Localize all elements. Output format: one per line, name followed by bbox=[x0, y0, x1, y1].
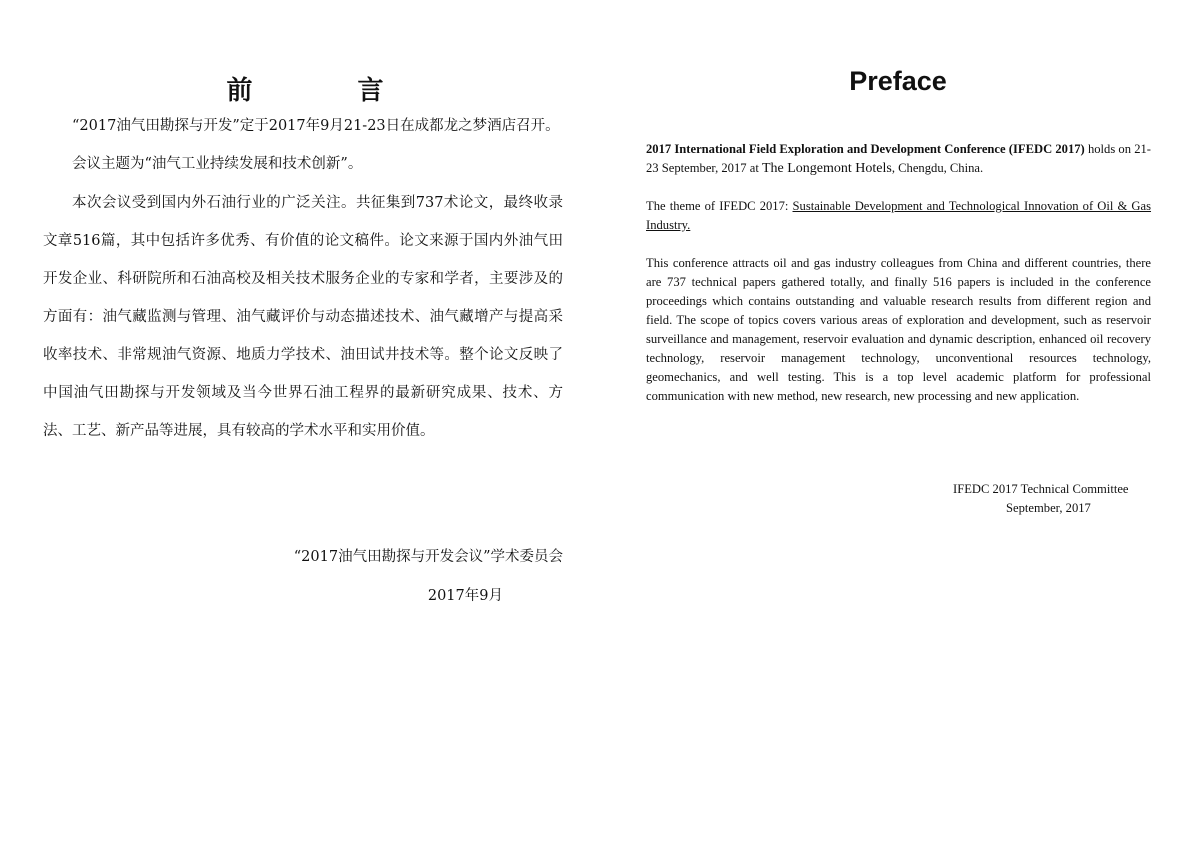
conference-location: , Chengdu, China. bbox=[891, 161, 984, 175]
english-committee-signature: IFEDC 2017 Technical Committee bbox=[953, 482, 1129, 496]
english-preface-page bbox=[596, 0, 1192, 842]
english-title: Preface bbox=[849, 66, 947, 96]
chinese-paragraph-2: 会议主题为“油气工业持续发展和技术创新”。 bbox=[72, 156, 363, 172]
theme-intro: The theme of IFEDC 2017: bbox=[646, 199, 793, 213]
conference-name: 2017 International Field Exploration and Development Conference (IFEDC 2017) bbox=[646, 142, 1085, 156]
chinese-title: 前 言 bbox=[226, 76, 432, 106]
chinese-paragraph-1: “2017油气田勘探与开发”定于2017年9月21-23日在成都龙之梦酒店召开。 bbox=[72, 118, 560, 134]
english-paragraph-3: This conference attracts oil and gas industry colleagues from China and different countries, there are 737 technical papers gathered totally, and finally 516 papers is included in the conference proceedings which contains outstanding and valuable research results from different region and field. The scope of topics covers various areas of exploration and development, such as reservoir surveillance and management, reservoir evaluation and dynamic description, enhanced oil recovery technology, reservoir management technology, unconventional resources technology, geomechanics, and well testing. This is a top level academic platform for professional communication with new method, new research, new processing and new application. bbox=[646, 256, 1151, 403]
chinese-committee-signature: “2017油气田勘探与开发会议”学术委员会 bbox=[293, 549, 563, 565]
hotel-name: The Longemont Hotels bbox=[761, 161, 892, 176]
english-paragraph-2 bbox=[646, 197, 1151, 235]
chinese-paragraph-3: 本次会议受到国内外石油行业的广泛关注。共征集到737术论文，最终收录文章516篇，其中包括许多优秀、有价值的论文稿件。论文来源于国内外油气田开发企业、科研院所和石油高校及相关技术服务企业的专家和学者，主要涉及的方面有：油气藏监测与管理、油气藏评价与动态描述技术、油气藏增产与提高采收率技术、非常规油气资源、地质力学技术、油田试井技术等。整个论文反映了中国油气田勘探与开发领域及当今世界石油工程界的最新研究成果、技术、方法、工艺、新产品等进展，具有较高的学术水平和实用价值。 bbox=[43, 195, 563, 439]
english-date: September, 2017 bbox=[1006, 501, 1091, 515]
conference-theme: Sustainable Development and Technological Innovation of Oil & Gas Industry. bbox=[646, 199, 1152, 232]
english-paragraph-1 bbox=[646, 140, 1151, 178]
chinese-date: 2017年9月 bbox=[427, 588, 503, 604]
conference-holds-text: holds on 21-23 September, 2017 at bbox=[646, 142, 1152, 175]
